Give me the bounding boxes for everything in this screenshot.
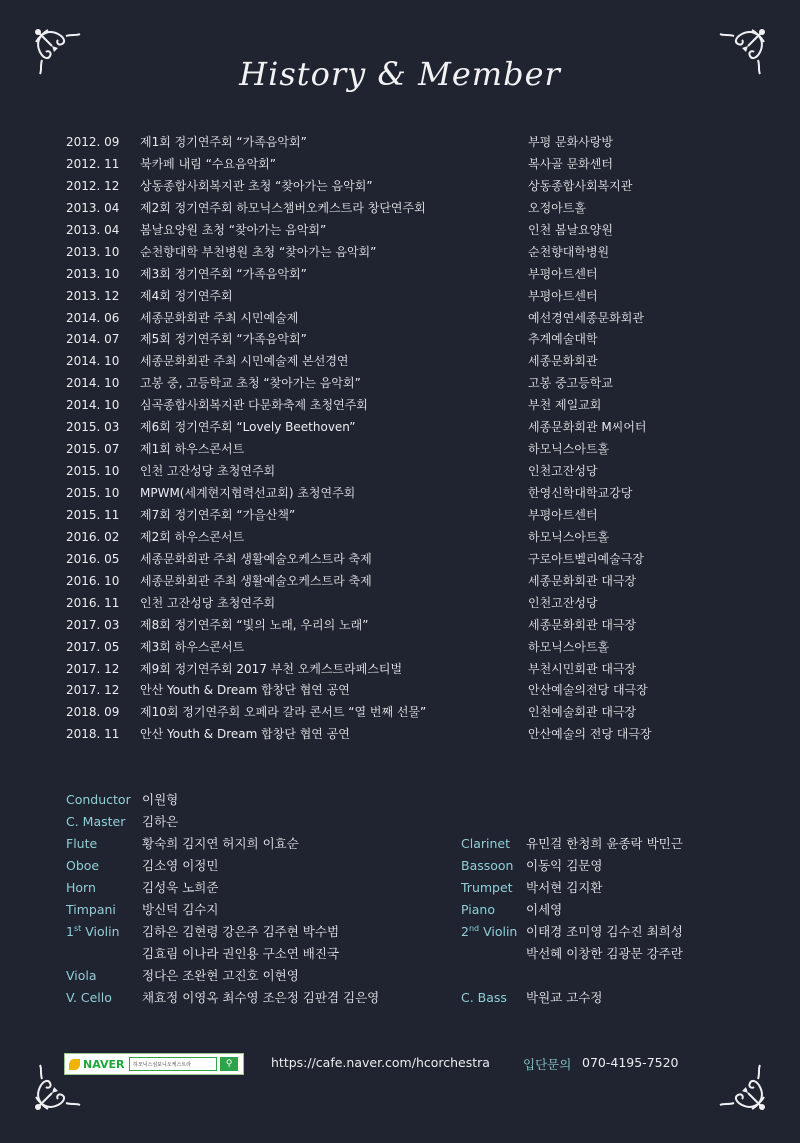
history-row	[66, 680, 766, 702]
history-venue: 인천고잔성당	[528, 595, 598, 610]
history-row	[66, 659, 766, 681]
history-event: 제10회 정기연주회 오페라 갈라 콘서트 “열 번째 선물”	[140, 705, 427, 720]
history-row	[66, 264, 766, 286]
leaf-icon	[69, 1059, 80, 1070]
member-role: Piano	[461, 902, 495, 917]
history-date: 2015. 07	[66, 442, 120, 457]
history-row	[66, 308, 766, 330]
history-event: 제2회 하우스콘서트	[140, 529, 245, 544]
member-role: Horn	[66, 880, 96, 895]
history-row	[66, 286, 766, 308]
member-row	[66, 943, 766, 965]
history-date: 2014. 10	[66, 398, 120, 413]
history-venue: 부평아트센터	[528, 288, 598, 303]
history-date: 2014. 06	[66, 310, 120, 325]
history-event: 제5회 정기연주회 “가족음악회”	[140, 332, 307, 347]
member-names: 유민걸 한청희 윤종락 박민근	[526, 836, 683, 851]
history-row	[66, 483, 766, 505]
history-venue: 고봉 중고등학교	[528, 376, 613, 391]
history-event: 심곡종합사회복지관 다문화축제 초청연주회	[140, 398, 368, 413]
member-role: Oboe	[66, 858, 100, 873]
history-event: MPWM(세계현지협력선교회) 초청연주회	[140, 486, 356, 500]
history-event: 상동종합사회복지관 초청 “찾아가는 음악회”	[140, 178, 373, 193]
history-date: 2013. 10	[66, 244, 120, 259]
member-names: 이태경 조미영 김수진 최희성	[526, 924, 683, 939]
member-row	[66, 877, 766, 899]
member-names: 정다은 조완현 고진호 이현영	[142, 968, 299, 983]
naver-search-box[interactable]: 하모닉스심포니오케스트라	[129, 1057, 217, 1071]
history-event: 제4회 정기연주회	[140, 288, 233, 303]
history-row	[66, 571, 766, 593]
member-role: C. Master	[66, 814, 126, 829]
history-venue: 추계예술대학	[528, 332, 598, 347]
history-row	[66, 329, 766, 351]
history-venue: 인천 봄날요양원	[528, 222, 613, 237]
member-names: 채효정 이영옥 최수영 조은정 김판겸 김은영	[142, 990, 380, 1005]
history-date: 2017. 05	[66, 639, 120, 654]
history-venue: 부평아트센터	[528, 266, 598, 281]
history-row	[66, 724, 766, 746]
member-names: 박선혜 이창한 김광문 강주란	[526, 946, 683, 961]
member-role: Trumpet	[461, 880, 513, 895]
member-row	[66, 833, 766, 855]
history-event: 세종문화회관 주최 시민예술제	[140, 310, 299, 325]
history-date: 2012. 11	[66, 156, 120, 171]
member-names: 이세영	[526, 902, 563, 917]
history-date: 2013. 04	[66, 200, 120, 215]
history-date: 2017. 12	[66, 683, 120, 698]
member-role: Clarinet	[461, 836, 510, 851]
history-row	[66, 373, 766, 395]
member-row	[66, 789, 766, 811]
history-venue: 세종문화회관	[528, 354, 598, 369]
history-row	[66, 461, 766, 483]
history-row	[66, 593, 766, 615]
history-venue: 구로아트벨리예술극장	[528, 551, 644, 566]
member-role: 2nd Violin	[461, 923, 518, 939]
history-date: 2016. 11	[66, 595, 120, 610]
member-names: 이원형	[142, 792, 179, 807]
naver-logo: NAVER	[69, 1057, 129, 1072]
history-event: 제7회 정기연주회 “가을산책”	[140, 507, 296, 522]
history-event: 제1회 하우스콘서트	[140, 442, 245, 457]
history-date: 2015. 10	[66, 464, 120, 479]
member-row	[66, 855, 766, 877]
member-role: Viola	[66, 968, 97, 983]
history-row	[66, 439, 766, 461]
member-names: 박서현 김지환	[526, 880, 603, 895]
history-date: 2012. 09	[66, 135, 120, 149]
history-date: 2018. 11	[66, 727, 120, 742]
member-names: 김효림 이나라 권인용 구소연 배진국	[142, 946, 340, 961]
history-date: 2017. 03	[66, 617, 120, 632]
history-row	[66, 549, 766, 571]
footer	[64, 1052, 724, 1076]
history-event: 제9회 정기연주회 2017 부천 오케스트라페스티벌	[140, 661, 403, 676]
history-date: 2013. 10	[66, 266, 120, 281]
inquiry-label: 입단문의	[523, 1057, 572, 1072]
member-names: 김하은 김현령 강은주 김주현 박수범	[142, 924, 340, 939]
history-event: 안산 Youth & Dream 합창단 협연 공연	[140, 727, 350, 742]
naver-search-banner[interactable]	[64, 1053, 244, 1075]
member-role: Timpani	[66, 902, 116, 917]
history-venue: 하모닉스아트홀	[528, 639, 610, 654]
history-event: 제8회 정기연주회 “빛의 노래, 우리의 노래”	[140, 617, 369, 632]
page-title: History & Member	[239, 55, 561, 93]
history-venue: 세종문화회관 M씨어터	[528, 420, 647, 435]
member-names: 방신덕 김수지	[142, 902, 219, 917]
history-date: 2015. 10	[66, 486, 120, 500]
history-event: 고봉 중, 고등학교 초청 “찾아가는 음악회”	[140, 376, 361, 391]
history-venue: 복사골 문화센터	[528, 156, 613, 171]
history-venue: 세종문화회관 대극장	[528, 617, 637, 632]
member-names: 김하은	[142, 814, 179, 829]
member-row	[66, 811, 766, 833]
member-row	[66, 965, 766, 987]
history-event: 인천 고잔성당 초청연주회	[140, 464, 276, 479]
member-role: C. Bass	[461, 990, 507, 1005]
history-event: 제3회 정기연주회 “가족음악회”	[140, 266, 307, 281]
history-row	[66, 505, 766, 527]
history-row	[66, 527, 766, 549]
member-names: 황숙희 김지연 허지희 이효순	[142, 836, 299, 851]
history-venue: 안산예술의 전당 대극장	[528, 727, 652, 742]
history-venue: 예선경연세종문화회관	[528, 310, 644, 325]
history-list	[66, 132, 766, 746]
history-venue: 하모닉스아트홀	[528, 529, 610, 544]
history-venue: 부평아트센터	[528, 507, 598, 522]
history-event: 세종문화회관 주최 생활예술오케스트라 축제	[140, 551, 372, 566]
member-list	[66, 789, 766, 1009]
history-event: 제2회 정기연주회 하모닉스챔버오케스트라 창단연주회	[140, 200, 426, 215]
history-row	[66, 154, 766, 176]
history-venue: 상동종합사회복지관	[528, 178, 633, 193]
history-date: 2016. 10	[66, 573, 120, 588]
history-row	[66, 702, 766, 724]
history-event: 세종문화회관 주최 생활예술오케스트라 축제	[140, 573, 372, 588]
history-venue: 안산예술의전당 대극장	[528, 683, 648, 698]
member-names: 김성욱 노희준	[142, 880, 219, 895]
history-date: 2016. 02	[66, 529, 120, 544]
history-row	[66, 132, 766, 154]
history-date: 2014. 07	[66, 332, 120, 347]
history-row	[66, 198, 766, 220]
history-event: 북카페 내림 “수요음악회”	[140, 156, 276, 171]
history-event: 제6회 정기연주회 “Lovely Beethoven”	[140, 420, 356, 435]
history-event: 제1회 정기연주회 “가족음악회”	[140, 135, 307, 149]
history-venue: 오정아트홀	[528, 200, 586, 215]
history-date: 2013. 12	[66, 288, 120, 303]
history-event: 세종문화회관 주최 시민예술제 본선경연	[140, 354, 349, 369]
history-venue: 부평 문화사랑방	[528, 135, 613, 149]
member-role: Conductor	[66, 792, 131, 807]
history-venue: 하모닉스아트홀	[528, 442, 610, 457]
inquiry-phone: 070-4195-7520	[582, 1055, 679, 1070]
history-date: 2014. 10	[66, 354, 120, 369]
history-venue: 부천시민회관 대극장	[528, 661, 637, 676]
history-date: 2014. 10	[66, 376, 120, 391]
history-date: 2017. 12	[66, 661, 120, 676]
history-venue: 세종문화회관 대극장	[528, 573, 637, 588]
member-role: Flute	[66, 836, 98, 851]
history-row	[66, 637, 766, 659]
history-venue: 부천 제일교회	[528, 398, 602, 413]
member-role: 1st Violin	[66, 923, 120, 939]
member-names: 이동익 김문영	[526, 858, 603, 873]
history-date: 2015. 11	[66, 507, 120, 522]
history-event: 인천 고잔성당 초청연주회	[140, 595, 276, 610]
cafe-url-link[interactable]: https://cafe.naver.com/hcorchestra	[271, 1055, 490, 1070]
history-row	[66, 242, 766, 264]
member-row	[66, 899, 766, 921]
history-venue: 순천향대학병원	[528, 244, 610, 259]
history-event: 봄날요양원 초청 “찾아가는 음악회”	[140, 222, 327, 237]
history-row	[66, 615, 766, 637]
history-date: 2012. 12	[66, 178, 120, 193]
history-date: 2018. 09	[66, 705, 120, 720]
member-names: 박원교 고수정	[526, 990, 603, 1005]
history-row	[66, 176, 766, 198]
member-row	[66, 987, 766, 1009]
history-date: 2013. 04	[66, 222, 120, 237]
history-event: 안산 Youth & Dream 합창단 협연 공연	[140, 683, 350, 698]
member-names: 김소영 이정민	[142, 858, 219, 873]
history-row	[66, 395, 766, 417]
member-role: V. Cello	[66, 990, 112, 1005]
history-venue: 인천예술회관 대극장	[528, 705, 637, 720]
history-venue: 한영신학대학교강당	[528, 486, 633, 500]
history-row	[66, 351, 766, 373]
history-row	[66, 220, 766, 242]
member-row	[66, 921, 766, 943]
member-role: Bassoon	[461, 858, 514, 873]
history-date: 2016. 05	[66, 551, 120, 566]
history-event: 순천향대학 부천병원 초청 “찾아가는 음악회”	[140, 244, 377, 259]
history-venue: 인천고잔성당	[528, 464, 598, 479]
history-row	[66, 417, 766, 439]
history-event: 제3회 하우스콘서트	[140, 639, 245, 654]
search-icon[interactable]: ⚲	[220, 1057, 238, 1071]
history-date: 2015. 03	[66, 420, 120, 435]
